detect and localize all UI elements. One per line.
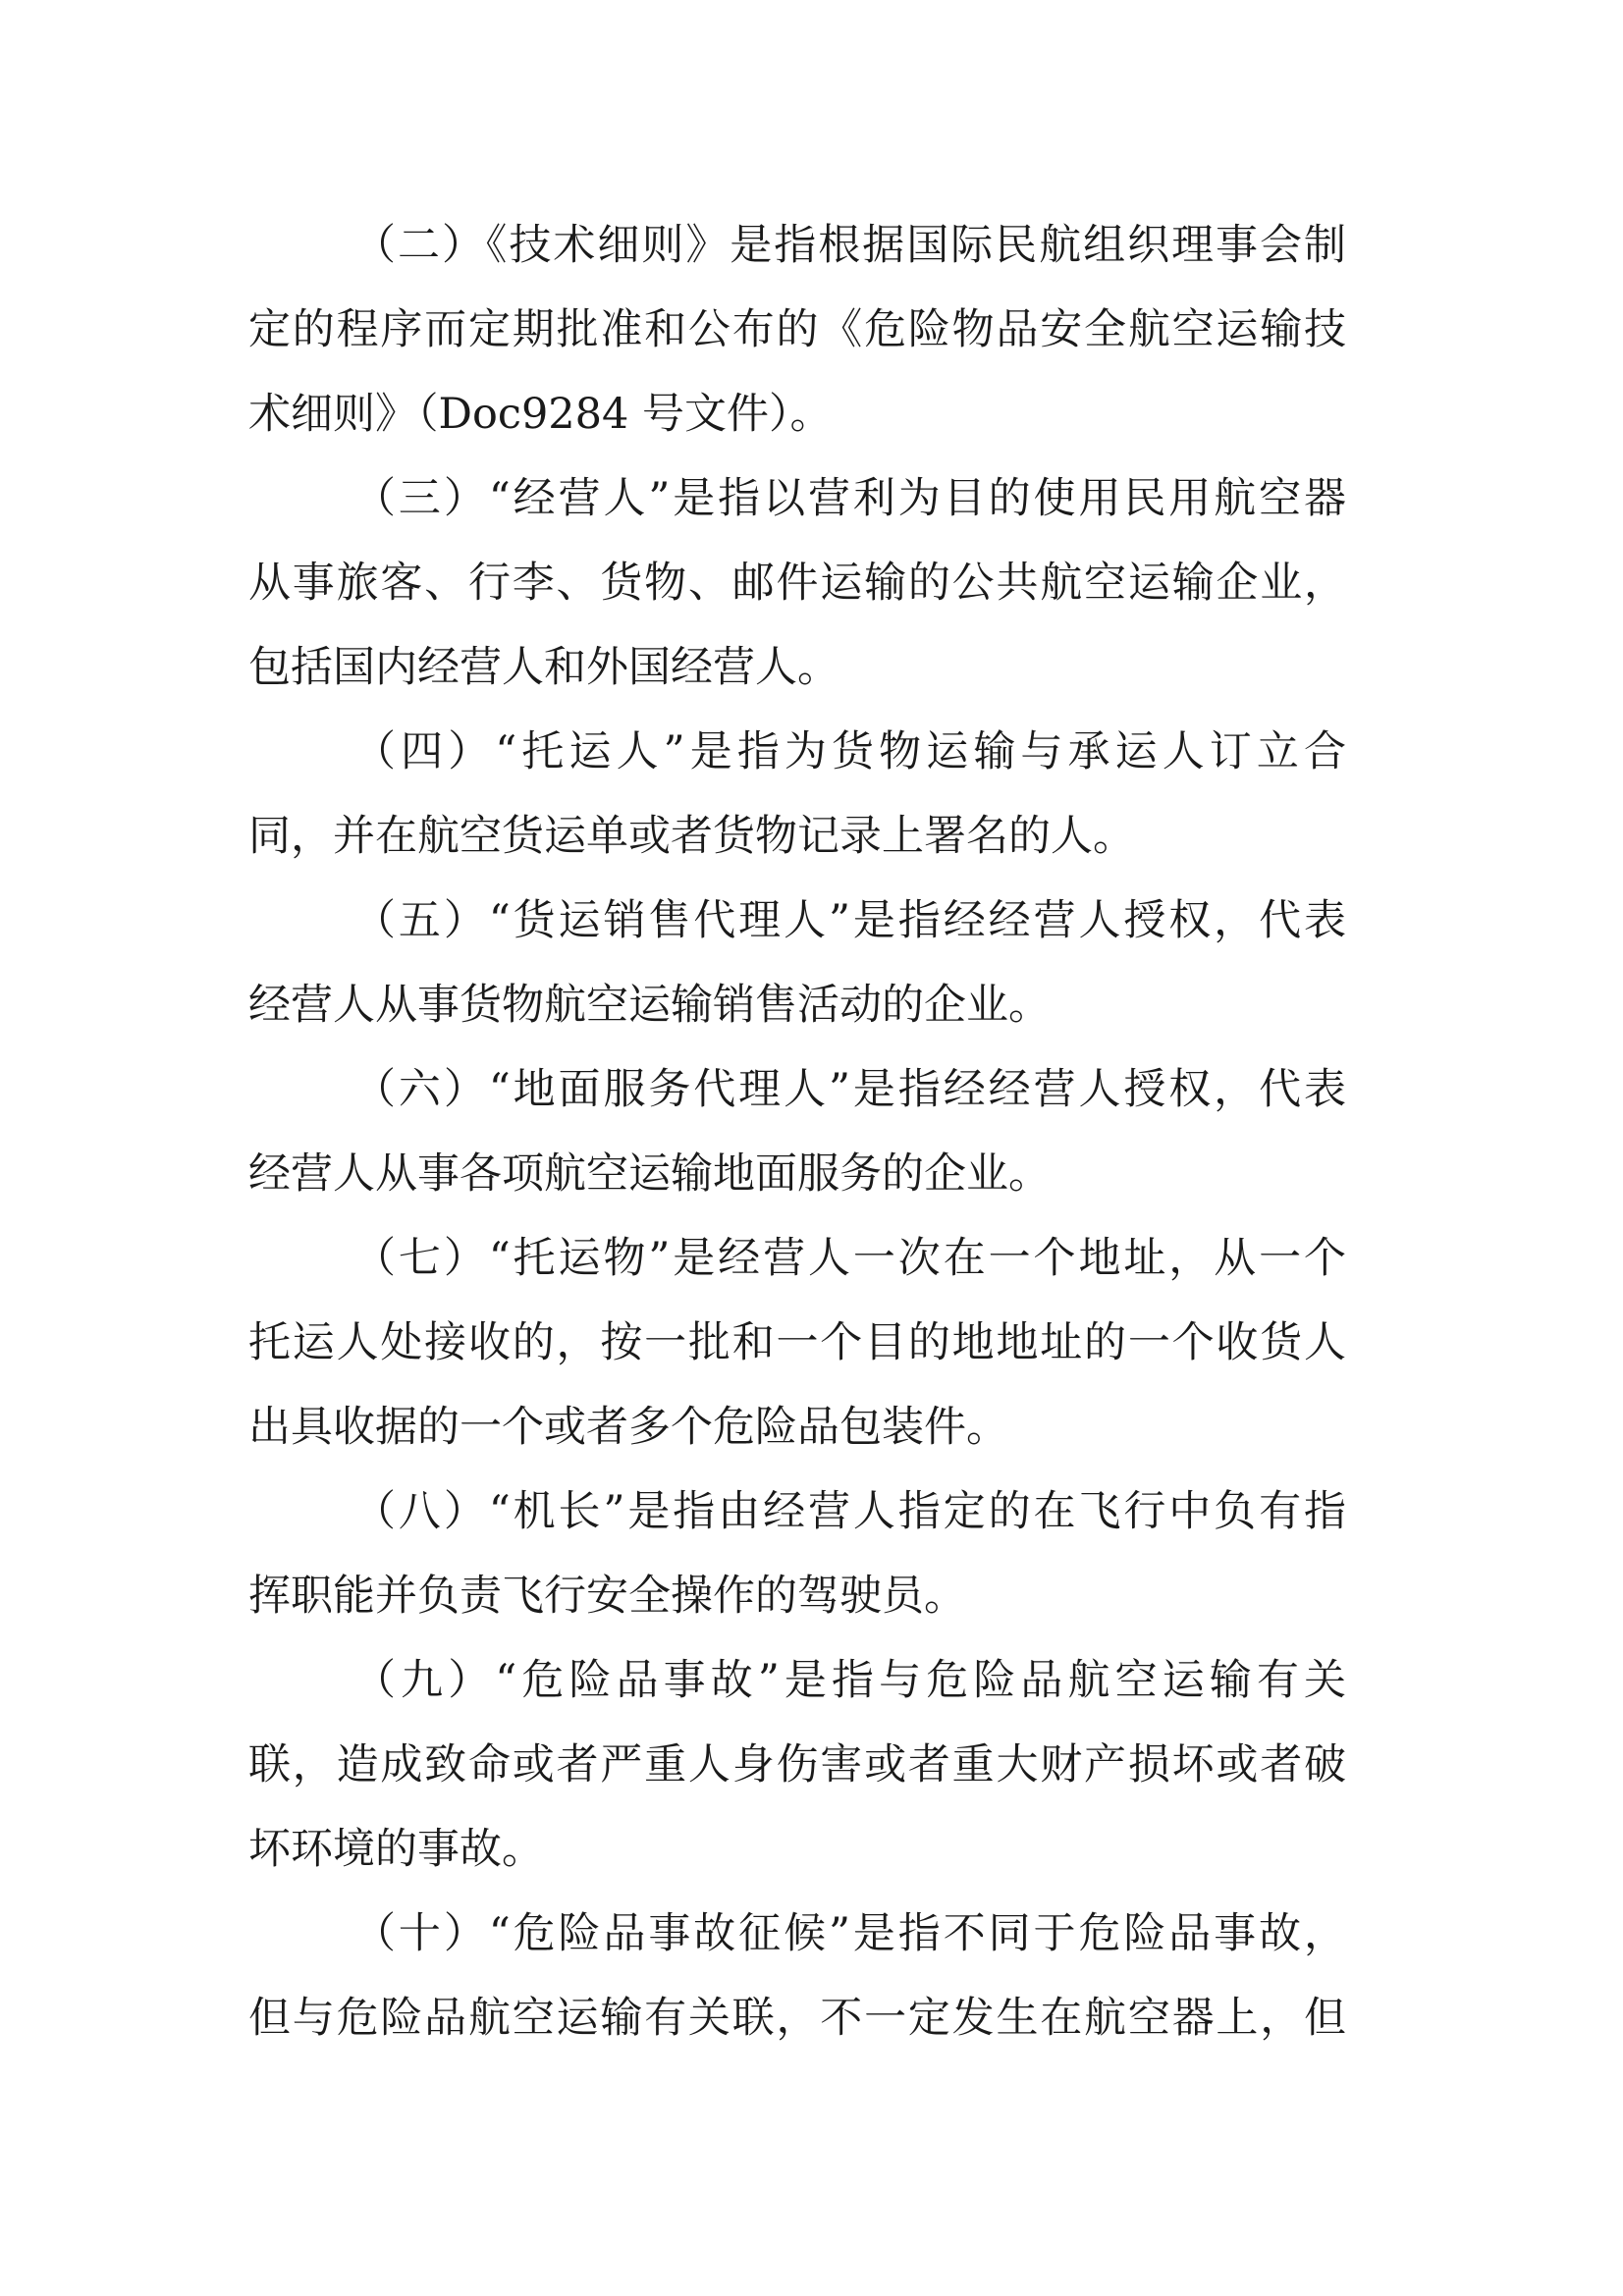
paragraph-definition-9 — [248, 1638, 1346, 1892]
text-line: 术细则》（Doc9284 号文件）。 — [248, 390, 833, 439]
text-line: （十）“危险品事故征候”是指不同于危险品事故， — [353, 1909, 1346, 1958]
text-line: 经营人从事各项航空运输地面服务的企业。 — [248, 1149, 1051, 1199]
document-body — [248, 203, 1346, 2060]
text-line: 从事旅客、行李、货物、邮件运输的公共航空运输企业， — [248, 559, 1346, 608]
text-line: （六）“地面服务代理人”是指经经营人授权，代表 — [353, 1065, 1346, 1114]
paragraph-definition-5 — [248, 879, 1346, 1047]
paragraph-definition-6 — [248, 1047, 1346, 1216]
text-line: （五）“货运销售代理人”是指经经营人授权，代表 — [353, 896, 1346, 945]
text-line: 联，造成致命或者严重人身伤害或者重大财产损坏或者破 — [248, 1740, 1346, 1789]
text-line: 包括国内经营人和外国经营人。 — [248, 643, 839, 692]
text-line: 出具收据的一个或者多个危险品包装件。 — [248, 1403, 1008, 1452]
text-line: （二）《技术细则》是指根据国际民航组织理事会制 — [353, 221, 1346, 270]
text-line: 但与危险品航空运输有关联，不一定发生在航空器上，但 — [248, 1994, 1346, 2043]
text-line: （八）“机长”是指由经营人指定的在飞行中负有指 — [353, 1487, 1346, 1536]
text-line: 经营人从事货物航空运输销售活动的企业。 — [248, 981, 1051, 1030]
paragraph-definition-3 — [248, 456, 1346, 710]
paragraph-definition-10 — [248, 1892, 1346, 2060]
text-line: 定的程序而定期批准和公布的《危险物品安全航空运输技 — [248, 305, 1346, 354]
paragraph-definition-4 — [248, 710, 1346, 879]
paragraph-definition-2 — [248, 203, 1346, 456]
text-line: 同，并在航空货运单或者货物记录上署名的人。 — [248, 812, 1135, 861]
text-line: 托运人处接收的，按一批和一个目的地地址的一个收货人 — [248, 1318, 1346, 1367]
paragraph-definition-8 — [248, 1469, 1346, 1638]
text-line: （四）“托运人”是指为货物运输与承运人订立合 — [353, 727, 1346, 776]
text-line: 坏环境的事故。 — [248, 1825, 544, 1874]
text-line: 挥职能并负责飞行安全操作的驾驶员。 — [248, 1572, 966, 1621]
text-line: （三）“经营人”是指以营利为目的使用民用航空器 — [353, 474, 1346, 523]
paragraph-definition-7 — [248, 1216, 1346, 1469]
text-line: （七）“托运物”是经营人一次在一个地址，从一个 — [353, 1234, 1346, 1283]
text-line: （九）“危险品事故”是指与危险品航空运输有关 — [353, 1656, 1346, 1705]
